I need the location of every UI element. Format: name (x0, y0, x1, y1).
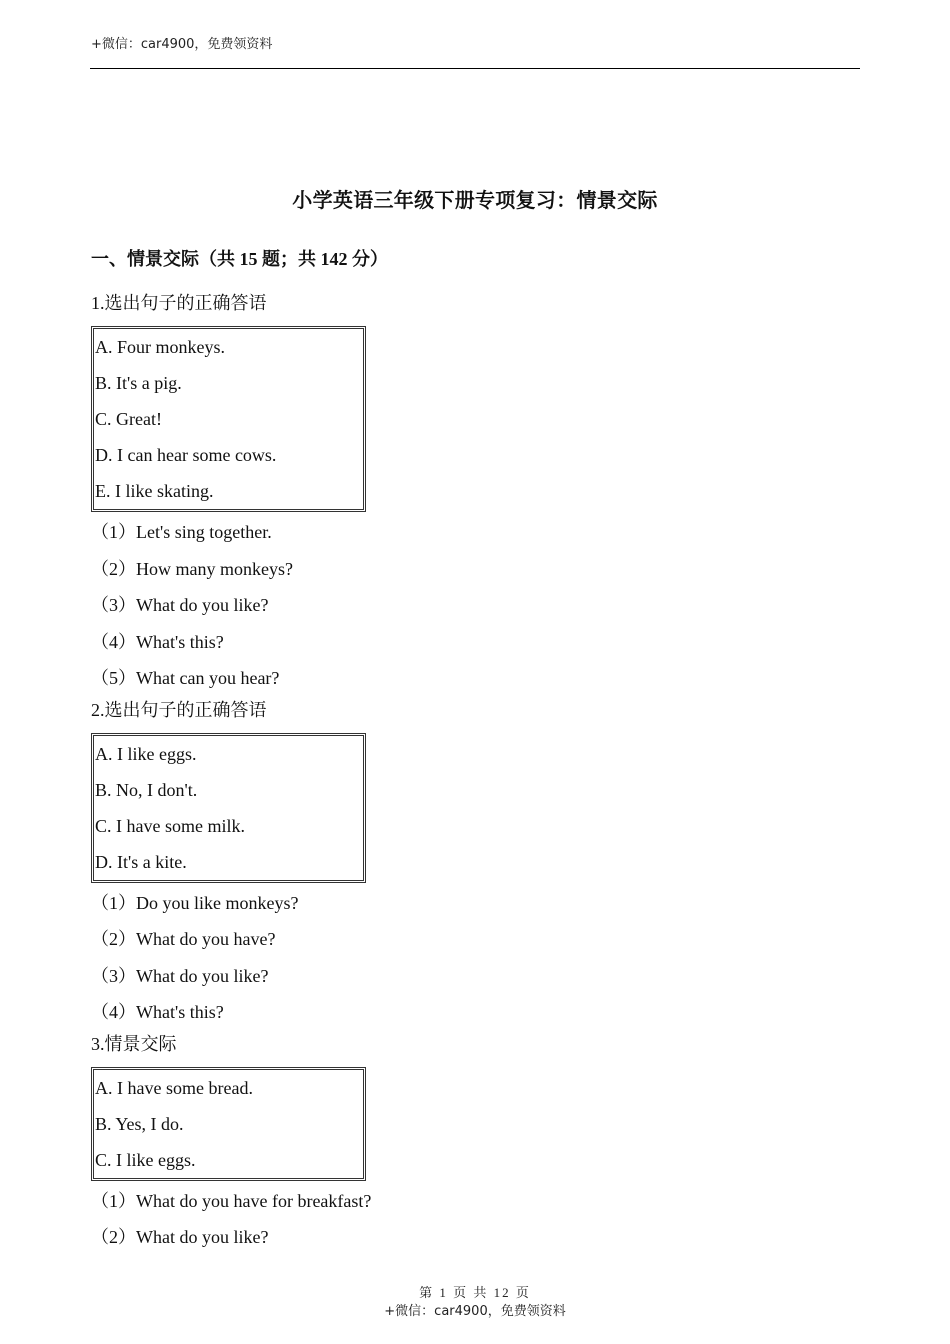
questions-content (91, 290, 871, 1256)
option-b: B. No, I don't. (95, 779, 198, 800)
question-title: 2.选出句子的正确答语 (91, 699, 267, 720)
options-box (91, 733, 366, 883)
sub-question: （2）What do you like? (91, 1227, 269, 1247)
sub-question: （2）How many monkeys? (91, 558, 293, 579)
option-a: A. I like eggs. (95, 743, 197, 764)
option-b: B. Yes, I do. (95, 1113, 184, 1134)
header-note: +微信：car4900，免费领资料 (91, 37, 273, 52)
option-e: E. I like skating. (95, 481, 214, 501)
sub-question: （1）Do you like monkeys? (91, 892, 299, 913)
option-c: C. I have some milk. (95, 815, 245, 836)
sub-question: （3）What do you like? (91, 965, 269, 986)
sub-question: （1）Let's sing together. (91, 522, 272, 542)
sub-question: （4）What's this? (91, 631, 224, 652)
question-1 (91, 290, 871, 697)
question-title: 3.情景交际 (91, 1033, 177, 1054)
header-divider (90, 68, 860, 69)
option-c: C. Great! (95, 409, 162, 429)
question-3 (91, 1031, 871, 1256)
option-b: B. It's a pig. (95, 373, 182, 393)
option-a: A. Four monkeys. (95, 337, 225, 357)
options-box (91, 1067, 366, 1181)
option-a: A. I have some bread. (95, 1077, 253, 1098)
section-heading: 一、情景交际（共 15 题；共 142 分） (91, 249, 388, 269)
sub-question: （5）What can you hear? (91, 668, 280, 688)
sub-question: （4）What's this? (91, 1002, 224, 1022)
document-title: 小学英语三年级下册专项复习：情景交际 (292, 190, 658, 212)
page-number: 第 1 页 共 12 页 (419, 1285, 531, 1300)
question-2 (91, 697, 871, 1031)
option-c: C. I like eggs. (95, 1149, 196, 1170)
options-box (91, 326, 366, 512)
option-d: D. I can hear some cows. (95, 445, 277, 465)
footer-note: +微信：car4900，免费领资料 (384, 1304, 566, 1319)
sub-question: （1）What do you have for breakfast? (91, 1190, 372, 1211)
sub-question: （2）What do you have? (91, 929, 276, 949)
sub-question: （3）What do you like? (91, 595, 269, 615)
question-title: 1.选出句子的正确答语 (91, 293, 267, 313)
option-d: D. It's a kite. (95, 851, 187, 872)
